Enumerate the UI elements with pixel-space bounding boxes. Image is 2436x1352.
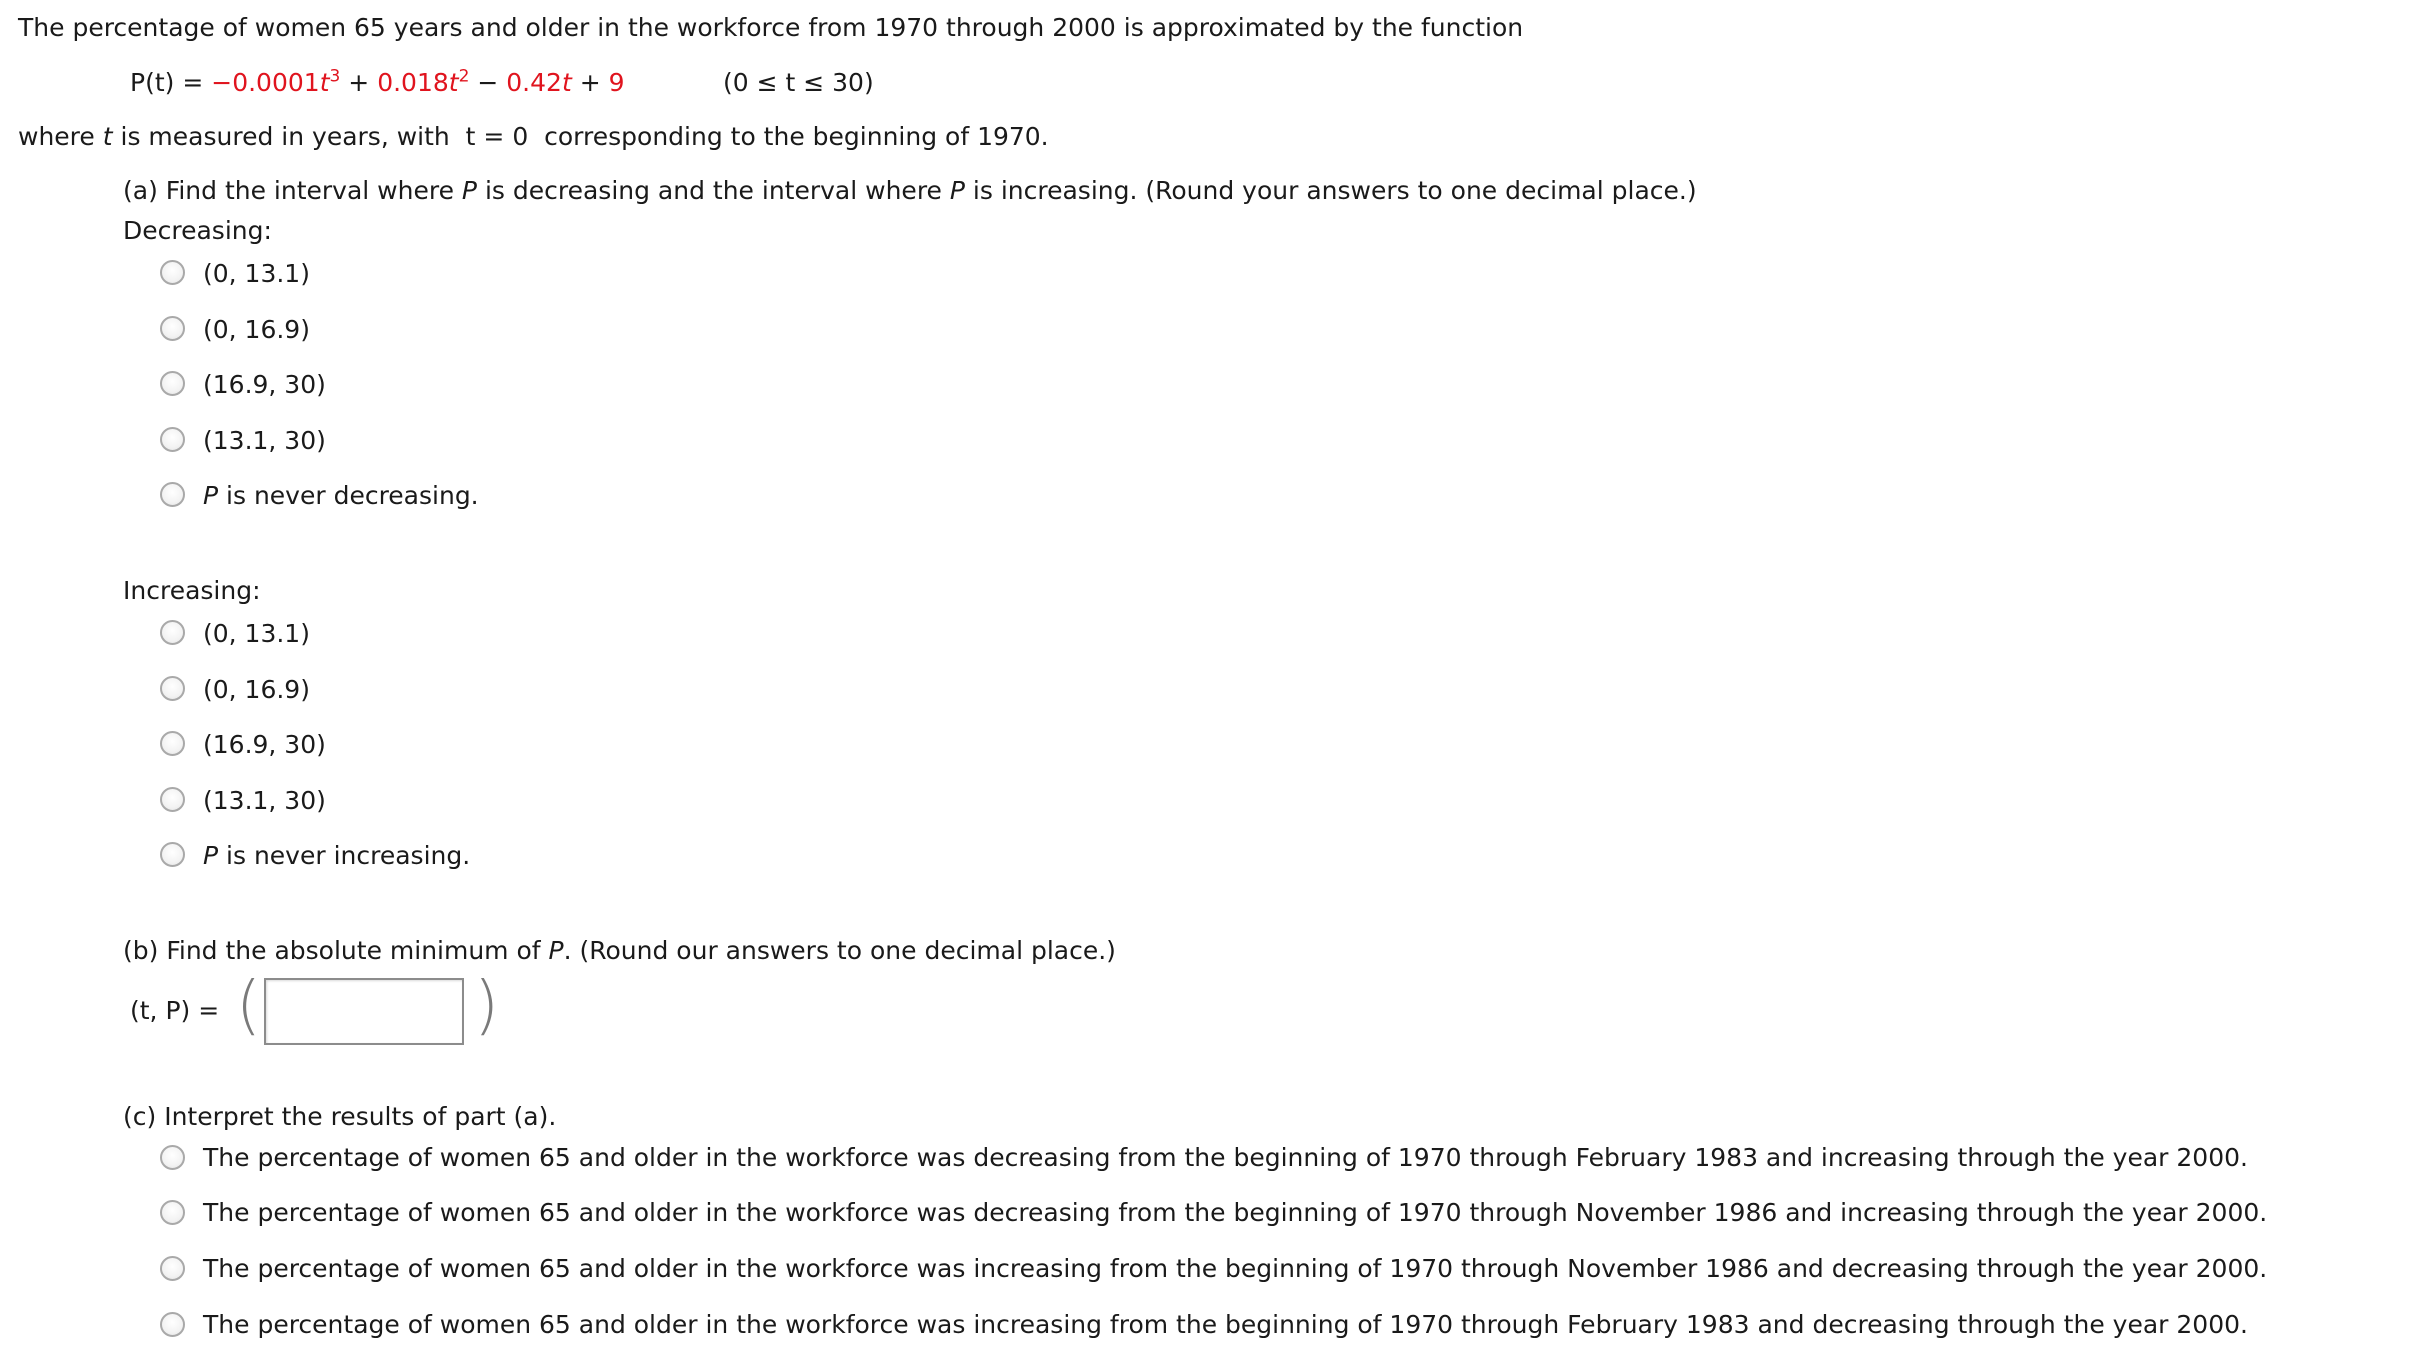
- decreasing-label: Decreasing:: [123, 216, 272, 245]
- increasing-option-2-label[interactable]: (0, 16.9): [203, 675, 310, 704]
- decreasing-option-never-label[interactable]: P is never decreasing.: [203, 481, 479, 510]
- increasing-option-4-label[interactable]: (13.1, 30): [203, 786, 326, 815]
- decreasing-option-1-radio[interactable]: [160, 260, 185, 285]
- decreasing-option-never-radio[interactable]: [160, 482, 185, 507]
- decreasing-option-2-label[interactable]: (0, 16.9): [203, 315, 310, 344]
- decreasing-option-4-label[interactable]: (13.1, 30): [203, 426, 326, 455]
- interpret-option-1-label[interactable]: The percentage of women 65 and older in the workforce was decreasing from the beginning of 1970 through February 1983 and increasing through the year 2000.: [203, 1143, 2248, 1172]
- where-sentence: where t is measured in years, with t = 0 corresponding to the beginning of 1970.: [18, 122, 1049, 151]
- interpret-option-2-label[interactable]: The percentage of women 65 and older in the workforce was decreasing from the beginning of 1970 through November 1986 and increasing through the year 2000.: [203, 1198, 2268, 1227]
- decreasing-option-4-radio[interactable]: [160, 427, 185, 452]
- decreasing-option-1-label[interactable]: (0, 13.1): [203, 259, 310, 288]
- interpret-option-2-radio[interactable]: [160, 1200, 185, 1225]
- increasing-option-3-label[interactable]: (16.9, 30): [203, 730, 326, 759]
- minus-sign: −: [477, 68, 499, 97]
- increasing-option-never-label[interactable]: P is never increasing.: [203, 841, 471, 870]
- part-c-question: (c) Interpret the results of part (a).: [123, 1102, 557, 1131]
- increasing-option-never-radio[interactable]: [160, 842, 185, 867]
- interpret-option-4-radio[interactable]: [160, 1312, 185, 1337]
- term-quadratic: $0.018t^2$: [377, 66, 470, 97]
- function-domain: (0 ≤ t ≤ 30): [723, 68, 874, 97]
- answer-close-paren: ): [474, 969, 499, 1043]
- part-b-question: (b) Find the absolute minimum of P. (Round our answers to one decimal place.): [123, 936, 1116, 965]
- term-linear: 0.42t: [506, 68, 572, 97]
- decreasing-option-3-label[interactable]: (16.9, 30): [203, 370, 326, 399]
- interpret-option-3-label[interactable]: The percentage of women 65 and older in the workforce was increasing from the beginning of 1970 through November 1986 and decreasing through the year 2000.: [203, 1254, 2268, 1283]
- plus-sign-2: +: [579, 68, 601, 97]
- answer-label: (t, P) =: [130, 996, 220, 1025]
- function-formula: [130, 66, 625, 97]
- increasing-option-1-radio[interactable]: [160, 620, 185, 645]
- interpret-option-1-radio[interactable]: [160, 1145, 185, 1170]
- absolute-minimum-input[interactable]: [264, 978, 464, 1045]
- increasing-option-1-label[interactable]: (0, 13.1): [203, 619, 310, 648]
- increasing-option-2-radio[interactable]: [160, 676, 185, 701]
- term-cubic: $-0.0001t^3$: [211, 66, 341, 97]
- decreasing-option-3-radio[interactable]: [160, 371, 185, 396]
- interpret-option-4-label[interactable]: The percentage of women 65 and older in the workforce was increasing from the beginning of 1970 through February 1983 and decreasing through the year 2000.: [203, 1310, 2248, 1339]
- increasing-label: Increasing:: [123, 576, 261, 605]
- decreasing-option-2-radio[interactable]: [160, 316, 185, 341]
- answer-open-paren: (: [236, 969, 261, 1043]
- function-lhs: P(t): [130, 68, 175, 97]
- intro-sentence: The percentage of women 65 years and older in the workforce from 1970 through 2000 is approximated by the function: [18, 13, 1524, 42]
- interpret-option-3-radio[interactable]: [160, 1256, 185, 1281]
- plus-sign: +: [348, 68, 370, 97]
- term-constant: 9: [608, 68, 625, 97]
- part-a-question: (a) Find the interval where P is decreasing and the interval where P is increasing. (Round your answers to one decimal place.): [123, 176, 1697, 205]
- increasing-option-3-radio[interactable]: [160, 731, 185, 756]
- increasing-option-4-radio[interactable]: [160, 787, 185, 812]
- equals-sign: =: [182, 68, 204, 97]
